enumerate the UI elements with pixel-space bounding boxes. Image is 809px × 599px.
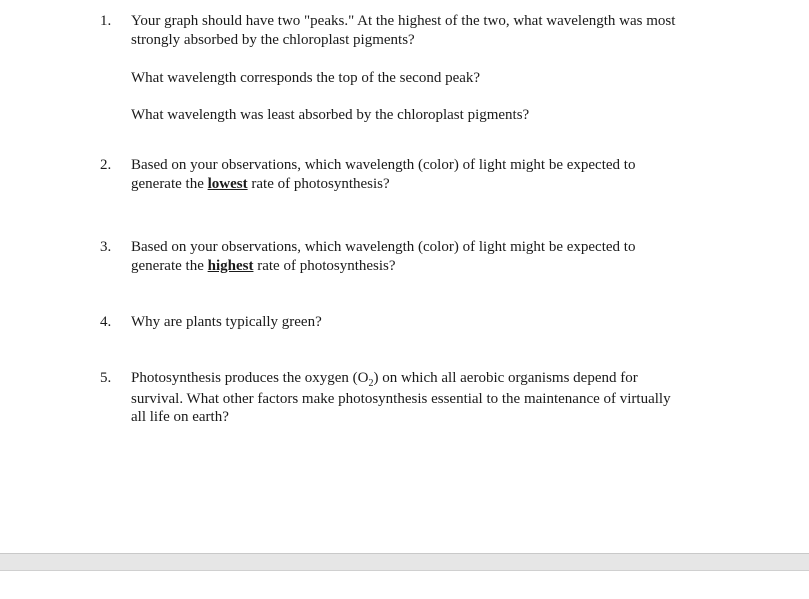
text-segment: ) on which all aerobic organisms depend for	[373, 370, 638, 386]
question-text-line: Your graph should have two "peaks." At the highest of the two, what wavelength was most	[131, 13, 676, 29]
text-segment: generate the	[131, 176, 208, 192]
sub-question: What wavelength was least absorbed by the chloroplast pigments?	[131, 107, 530, 123]
text-segment: rate of photosynthesis?	[247, 176, 390, 192]
page-gap-divider	[0, 553, 809, 571]
question-text-line	[131, 257, 396, 276]
emphasis-word: lowest	[207, 176, 248, 192]
subscript: 2	[368, 378, 374, 389]
question-number: 4.	[100, 314, 112, 330]
question-text-line	[131, 369, 638, 388]
question-number: 1.	[100, 13, 112, 29]
question-number: 2.	[100, 157, 112, 173]
question-text-line: all life on earth?	[131, 409, 229, 425]
question-text-line: survival. What other factors make photosynthesis essential to the maintenance of virtually	[131, 391, 671, 407]
question-text-line	[131, 175, 390, 194]
text-segment: generate the	[131, 258, 208, 274]
emphasis-word: highest	[207, 258, 254, 274]
question-text-line: Based on your observations, which wavelength (color) of light might be expected to	[131, 239, 636, 255]
question-text-line: Based on your observations, which wavelength (color) of light might be expected to	[131, 157, 636, 173]
sub-question: What wavelength corresponds the top of the second peak?	[131, 70, 481, 86]
text-segment: Photosynthesis produces the oxygen (O	[131, 370, 369, 386]
next-page-area	[0, 571, 809, 599]
question-number: 5.	[100, 370, 112, 386]
question-text-line: strongly absorbed by the chloroplast pigments?	[131, 32, 415, 48]
question-number: 3.	[100, 239, 112, 255]
text-segment: rate of photosynthesis?	[253, 258, 396, 274]
question-text-line: Why are plants typically green?	[131, 314, 322, 330]
